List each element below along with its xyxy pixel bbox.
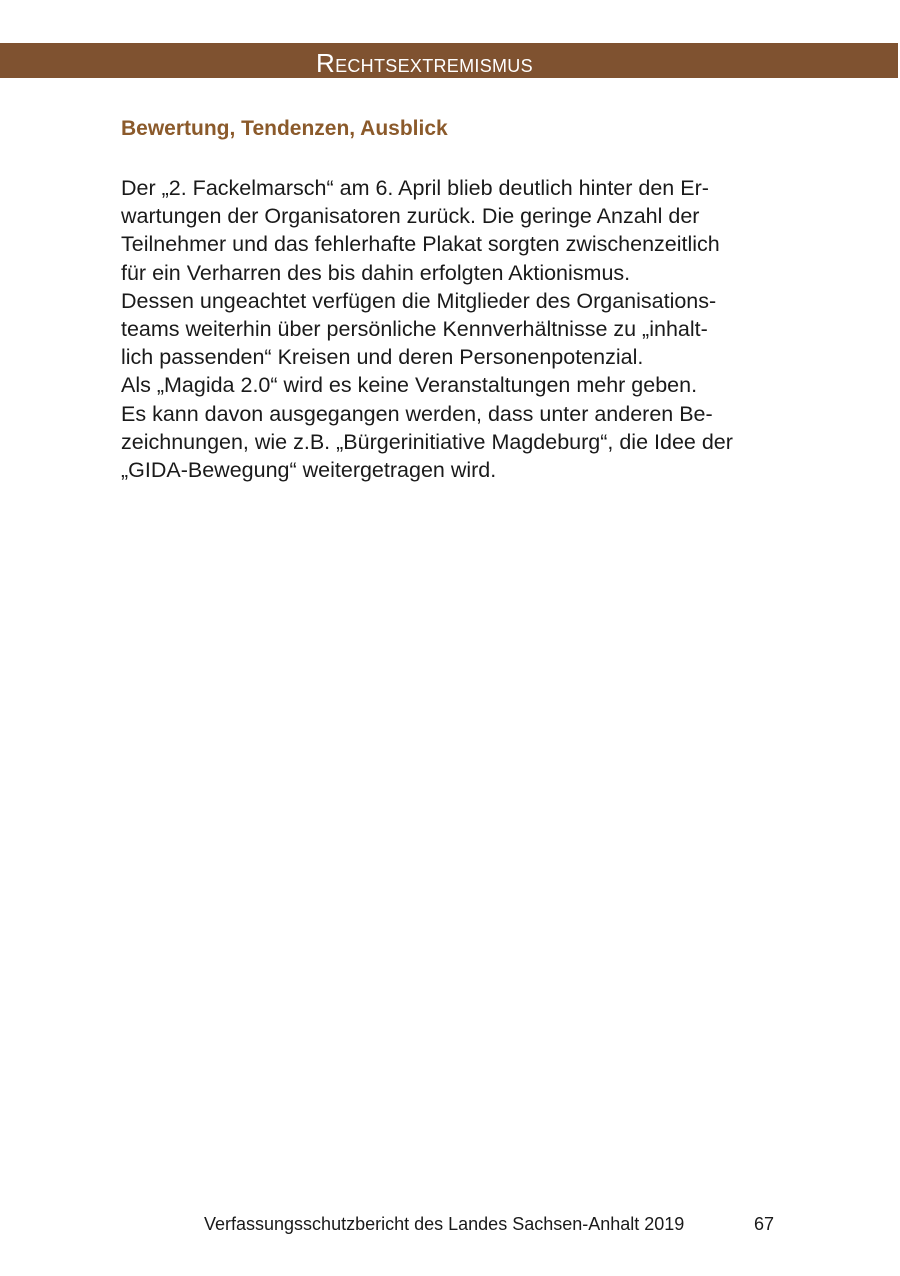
page-header-title: Rechtsextremismus [316,48,533,78]
body-line: für ein Verharren des bis dahin erfolgten Aktionismus. [121,260,631,285]
body-line: zeichnungen, wie z.B. „Bürgerinitiative Magdeburg“, die Idee der [121,429,733,454]
body-line: teams weiterhin über persönliche Kennverhältnisse zu „inhalt- [121,317,708,342]
body-line: Es kann davon ausgegangen werden, dass unter anderen Be- [121,401,713,426]
body-line: Dessen ungeachtet verfügen die Mitglieder des Organisations- [121,288,717,313]
body-line: „GIDA-Bewegung“ weitergetragen wird. [121,458,497,483]
body-line: Als „Magida 2.0“ wird es keine Veranstaltungen mehr geben. [121,373,698,398]
footer-text: Verfassungsschutzbericht des Landes Sachsen-Anhalt 2019 [204,1214,685,1234]
body-line: lich passenden“ Kreisen und deren Personenpotenzial. [121,345,644,370]
section-heading: Bewertung, Tendenzen, Ausblick [121,117,448,140]
body-line: Der „2. Fackelmarsch“ am 6. April blieb deutlich hinter den Er- [121,176,709,200]
body-line: Teilnehmer und das fehlerhafte Plakat sorgten zwischenzeitlich [121,232,720,257]
body-paragraph [121,174,801,484]
body-line: wartungen der Organisatoren zurück. Die geringe Anzahl der [121,204,700,229]
page-number: 67 [754,1214,775,1234]
